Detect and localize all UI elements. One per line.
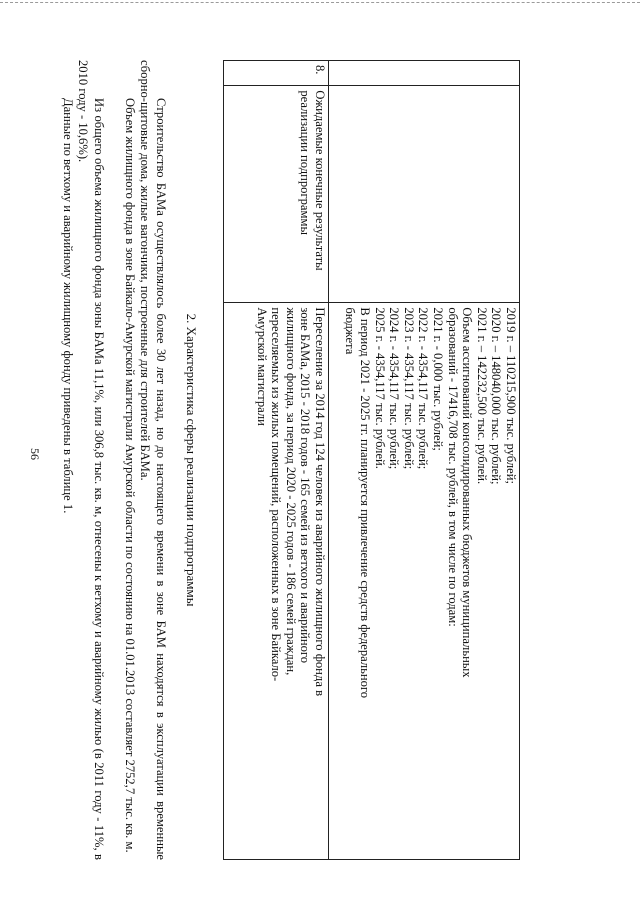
text-line: Переселение за 2014 год 124 человек из аварийного жилищного фонда в bbox=[313, 307, 327, 697]
text-line: Ожидаемые конечные результаты bbox=[313, 90, 327, 271]
text-line: 2022 г. - 4354,117 тыс. рублей; bbox=[416, 307, 431, 470]
text-line: 2021 г. – 142232,500 тыс. рублей. bbox=[474, 307, 489, 485]
text-line: жилищного фонда, за период 2020 - 2025 годов - 186 семей граждан, bbox=[283, 307, 298, 676]
row-number-cell: 8. bbox=[224, 61, 329, 86]
section-title: 2. Характеристика сферы реализации подпрограммы bbox=[184, 313, 199, 607]
row-number-cell bbox=[329, 61, 520, 86]
text-line: переселяемых из жилых помещений, расположенных в зоне Байкало- bbox=[269, 307, 284, 682]
text-line: 2020 г. – 148040,000 тыс. рублей; bbox=[489, 307, 504, 485]
text-line: Объем ассигнований консолидированных бюджетов муниципальных bbox=[460, 307, 475, 678]
text-line: В период 2021 - 2025 гг. планируется привлечение средств федерального bbox=[358, 307, 373, 699]
table-row bbox=[224, 61, 329, 860]
scan-top-edge bbox=[0, 2, 640, 3]
rotated-page-content bbox=[55, 60, 525, 860]
subprogram-passport-table bbox=[223, 60, 520, 860]
text-line: реализации подпрограммы bbox=[298, 90, 313, 235]
row-label-cell bbox=[224, 86, 329, 303]
page-number: 56 bbox=[28, 448, 42, 460]
text-line: бюджета bbox=[343, 307, 358, 355]
text-line: зоне БАМа, 2015 - 2018 годов - 165 семей из ветхого и аварийного bbox=[298, 307, 313, 664]
table-row bbox=[329, 61, 520, 860]
body-paragraph: Данные по ветхому и аварийному жилищному фонду приведены в таблице 1. bbox=[61, 98, 75, 514]
text-line: 2021 г. - 0,000 тыс. рублей; bbox=[431, 307, 446, 451]
text-line: образований - 17416,708 тыс. рублей, в том числе по годам: bbox=[445, 307, 460, 627]
financing-cell bbox=[329, 303, 520, 860]
row-label-cell bbox=[329, 86, 520, 303]
body-paragraph: Объем жилищного фонда в зоне Байкало-Амурской магистрали Амурской области по состоянию на 01.01.2013 составляет 2752,7 тыс. кв. м. bbox=[123, 98, 137, 853]
text-line: Амурской магистрали bbox=[254, 307, 269, 426]
text-line: 2025 г. - 4354,117 тыс. рублей. bbox=[372, 307, 387, 469]
expected-results-cell bbox=[224, 303, 329, 860]
body-paragraph: Строительство БАМа осуществлялось более 30 лет назад, но до настоящего времени в зоне БАМ находятся в эксплуатации временные сборно-щитовые дома, жилые вагончики, построенные для строителей БАМа. bbox=[138, 60, 168, 860]
text-line: 2023 г. - 4354,117 тыс. рублей; bbox=[401, 307, 416, 470]
text-line: 2024 г. - 4354,117 тыс. рублей; bbox=[387, 307, 402, 470]
text-line: 2019 г. – 110215,900 тыс. рублей; bbox=[504, 307, 518, 484]
body-paragraph: Из общего объема жилищного фонда зоны БАМа 11,1%, или 306,8 тыс. кв. м, отнесены к ветхому и аварийному жилью (в 2011 году - 11%, в 2010 году - 10,6%). bbox=[76, 60, 106, 860]
